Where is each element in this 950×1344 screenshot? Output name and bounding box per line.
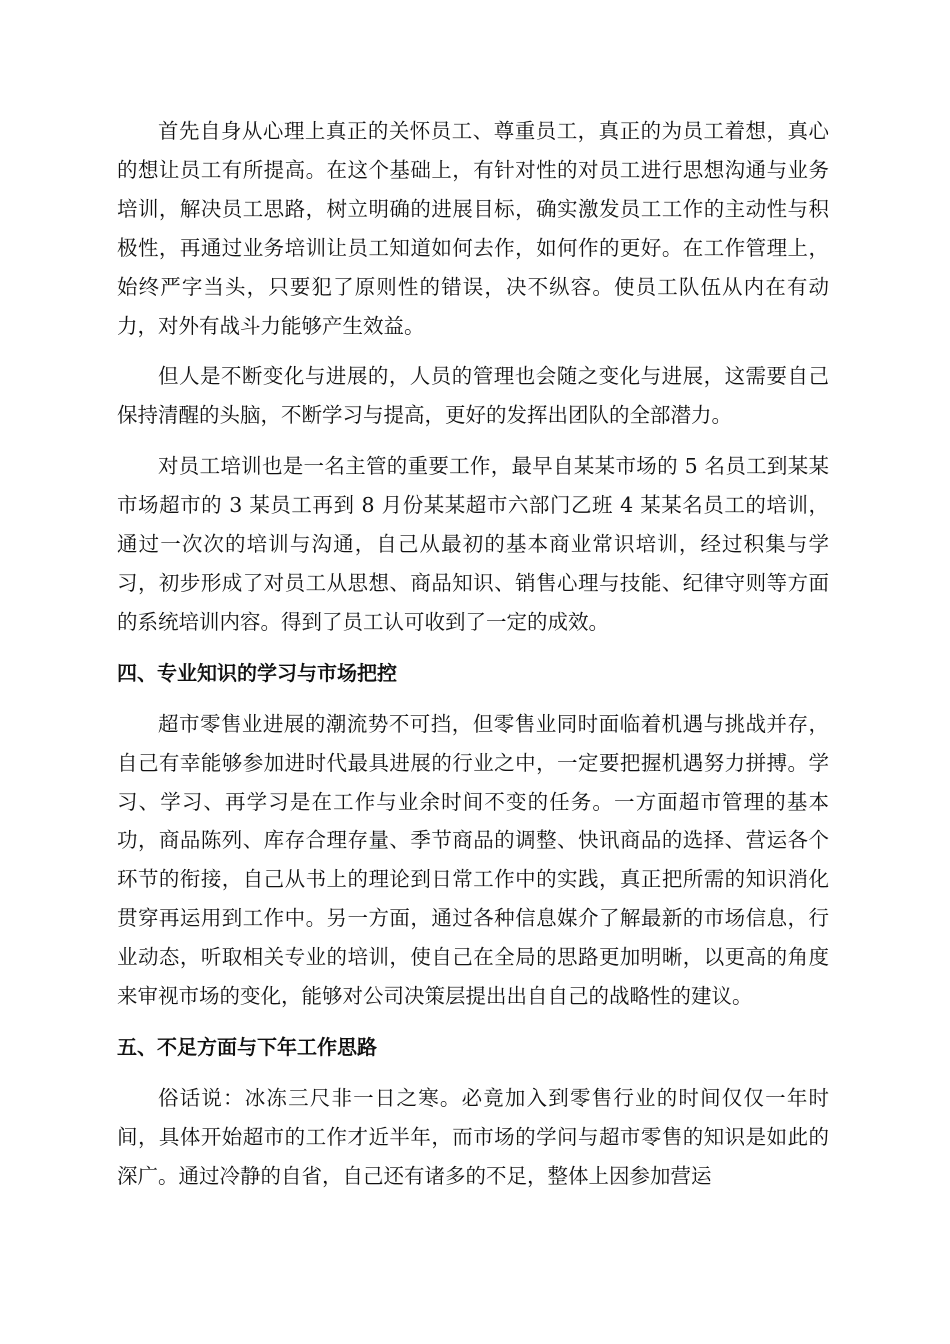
paragraph-retail-learning: 超市零售业进展的潮流势不可挡，但零售业同时面临着机遇与挑战并存，自己有幸能够参加进时代最具进展的行业之中，一定要把握机遇努力拼搏。学习、学习、再学习是在工作与业余时间不变的任务。一方面超市管理的基本功，商品陈列、库存合理存量、季节商品的调整、快讯商品的选择、营运各个环节的衔接，自己从书上的理论到日常工作中的实践，真正把所需的知识消化贯穿再运用到工作中。另一方面，通过各种信息媒介了解最新的市场信息，行业动态，听取相关专业的培训，使自己在全局的思路更加明晰，以更高的角度来审视市场的变化，能够对公司决策层提出出自自己的战略性的建议。 — [117, 711, 829, 1009]
paragraph-self-reflection: 俗话说：冰冻三尺非一日之寒。必竟加入到零售行业的时间仅仅一年时间，具体开始超市的工作才近半年，而市场的学问与超市零售的知识是如此的深广。通过冷静的自省，自己还有诸多的不足，整体上因参加营运 — [117, 1085, 829, 1188]
paragraph-people-management: 但人是不断变化与进展的，人员的管理也会随之变化与进展，这需要自己保持清醒的头脑，不断学习与提高，更好的发挥出团队的全部潜力。 — [117, 364, 829, 428]
section-heading-shortcomings: 五、不足方面与下年工作思路 — [117, 1034, 377, 1059]
document-body — [117, 112, 829, 1208]
paragraph-care-for-employees: 首先自身从心理上真正的关怀员工、尊重员工，真正的为员工着想，真心的想让员工有所提高。在这个基础上，有针对性的对员工进行思想沟通与业务培训，解决员工思路，树立明确的进展目标，确实激发员工工作的主动性与积极性，再通过业务培训让员工知道如何去作，如何作的更好。在工作管理上，始终严字当头，只要犯了原则性的错误，决不纵容。使员工队伍从内在有动力，对外有战斗力能够产生效益。 — [117, 119, 829, 338]
section-heading-professional-knowledge: 四、专业知识的学习与市场把控 — [117, 660, 397, 685]
paragraph-employee-training: 对员工培训也是一名主管的重要工作，最早自某某市场的 5 名员工到某某市场超市的 3 某员工再到 8 月份某某超市六部门乙班 4 某某名员工的培训，通过一次次的培训与沟通，自己从最初的基本商业常识培训，经过积集与学习，初步形成了对员工从思想、商品知识、销售心理与技能、纪律守则等方面的系统培训内容。得到了员工认可收到了一定的成效。 — [117, 454, 829, 634]
